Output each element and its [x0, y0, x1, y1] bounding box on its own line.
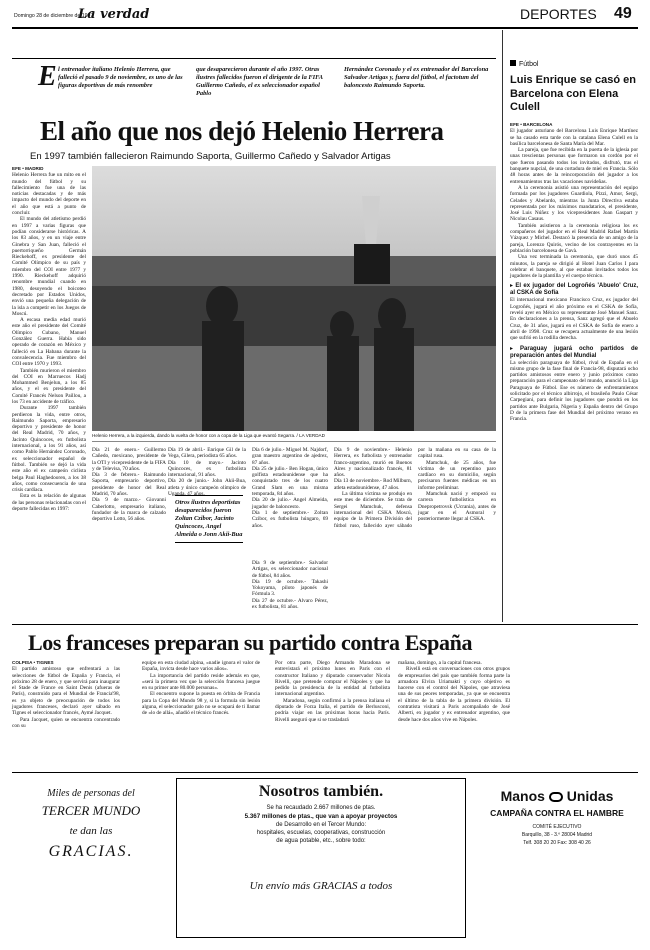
ad-right-sub: COMITÉ EJECUTIVO — [532, 824, 582, 830]
sidebar-item3-title-text: Paraguay jugará ocho partidos de preparación antes del Mundial — [510, 345, 638, 359]
sidebar-item2-text: El internacional mexicano Francisco Cruz, ex jugador del Logroñés, jugará el año próximo en el CSKA de Sofía, reveló ayer en México su representante José Manuel Sanz. En declaraciones a la prensa, Sanz agregó que el Abuelo Cruz, de 31 años, jugará en el CSKA de Sofía de enero a abril de 1998. Cruz se recupera actualmente de una lesión que sufrió en la rodilla derecha. — [510, 297, 638, 342]
second-col3-p1: Por otra parte, Diego Armando Maradona se entrevistará el próximo lunes en París con el constructor Italiano y diputado conservador Nicola Rivelli, que pretende comprar el Nápoles y que ha pedido la presidencia de la entidad al futbolista internacional argentino. — [275, 660, 390, 698]
list-col-b — [252, 447, 328, 529]
second-col4-p1: mañana, domingo, a la capital francesa. — [398, 660, 482, 666]
list-item: Día 10 de mayo.- Jacinto Quincoces, ex futbolista internacional, 91 años. — [168, 459, 246, 479]
main-dateline: EFE • MADRID — [12, 166, 44, 171]
main-col1-p4: También murieron el miembro del COI en Marruecos Hadj Mohammed Benjelun, a los 85 años, y el ex presidente del Comité Francés Nelson Paillou, a los 73 en accidente de tráfico. — [12, 367, 86, 405]
header-date: Domingo 28 de diciembre de 1997 — [14, 13, 94, 19]
sidebar-p3: A la ceremonia asistió una representación del equipo formada por los jugadores Guardiola, Pizzi, Amor, Sergi, Celades y Abelardo, mientras la Junta Directiva estaba representada por los máximos mandatarios, el presidente, José Luis Núñez y los vicepresidentes Joan Gaspart y Nicolau Casaus. — [510, 184, 638, 223]
list-item: Día 20 de julio.- Angel Almeida, jugador de baloncesto. — [252, 497, 328, 510]
intro-col1: l entrenador italiano Helenio Herrera, que falleció el pasado 9 de noviembre, es uno de las figuras deportivas de más renombre — [58, 66, 183, 89]
top-rule-thick — [12, 58, 496, 59]
sidebar-item2-title — [510, 283, 638, 297]
ad-left — [16, 778, 166, 938]
second-col4 — [398, 660, 510, 723]
list-col-a2 — [168, 447, 246, 497]
ad-center-line1: Se ha recaudado 2.667 millones de ptas. — [266, 805, 376, 811]
sidebar-item2-title-text: El ex jugador del Logroñés 'Abuelo' Cruz, al CSKA de Sofía — [510, 283, 638, 297]
triangle-bullet-icon: ▸ — [510, 345, 521, 352]
list-item: Día 13 de noviembre.- Rod Milburn, atleta estadounidense, 47 años. — [334, 478, 412, 491]
photo-illustration — [92, 166, 496, 431]
list-item: Mamchuk nació y empezó su carrera futbolística en Dnepropetrovsk (Ucrania), antes de jugar en el Asmoral y posteriormente llegar al CSKA. — [418, 491, 496, 523]
main-subhead: En 1997 también fallecieron Raimundo Saporta, Guillermo Cañedo y Salvador Artigas — [30, 151, 391, 162]
sidebar-section — [510, 60, 538, 68]
sidebar-p2: La pareja, que fue recibida en la puerta de la iglesia por unas trescientas personas que formaron un cordón por el que fueron pasando todos los invitados, disfrutó, tras el banquete nupcial, de una cortadura de miel en Francia. Sólo 48 horas antes de la reincorporación del jugador a los entrenamientos tras las vacaciones navideñas. — [510, 147, 638, 185]
list-col-c — [334, 447, 496, 529]
brand-logo: La verdad — [78, 7, 150, 22]
triangle-bullet-icon: ▸ — [510, 283, 516, 290]
second-col2-p1: equipo en esta ciudad alpina, «nadie ignora el valor de España, invicta desde hace varios años». — [142, 660, 260, 673]
second-headline: Los franceses preparan su partido contra España — [28, 630, 473, 655]
ad-rule — [12, 772, 638, 773]
second-col3-p2: Maradona, según confirmó a la prensa italiana el diputado de Forza Italia, el partido de Berlusconi, podría viajar en las próximas horas hacia París. Rivelli aseguró que si se trasladará — [275, 697, 390, 723]
second-col1-p1: El partido amistoso que enfrentará a las selecciones de fútbol de España y Francia, el próximo 28 de enero, y que servirá para inaugurar el Stade de France en Saint Denis (afueras de París), construido para el Mundial de Francia'98, es ya objeto de preocupación de todos los jugadores franceses, declaró ayer sábado en Tignes el seleccionador francés, Aymé Jacquet. — [12, 666, 120, 717]
ad-center-line3: de Desarrollo en el Tercer Mundo: — [275, 822, 367, 828]
sidebar-item3-text: La selección paraguaya de fútbol, rival de España en el mismo grupo de la fase final de Francia-98, disputará ocho partidos amistosos entre enero y junio próximos como preparación para el campeonato del mundo, anunció la Liga Paraguaya de Fútbol. Ese es número de enfrentamientos solicitado por el técnico albirrojo, el brasileño Paulo César Carpegiani, para definir los jugadores que pondrá en los partidos ante Bulgaria, Nigeria y España dentro del Grupo D de la primera fase del Mundial del próximo verano en Francia. — [510, 359, 638, 423]
main-col1-p3: A escasa media edad murió este año el presidente del Comité Olímpico Cubano, Manuel González Guerra. Había sido operado de corazón en México y falleció en La Habana durante la convalecencia. Fue miembro del COI entre 1970 y 1993. — [12, 317, 86, 368]
ad-right-slogan: CAMPAÑA CONTRA EL HAMBRE — [490, 808, 624, 818]
ad-center — [176, 778, 466, 938]
sidebar-section-label: Fútbol — [519, 61, 539, 68]
main-col1-p6: Esta es la relación de algunas de las personas relacionadas con el deporte fallecidas en 1997: — [12, 493, 86, 513]
list-item: Día 9 de septiembre.- Salvador Artigas, ex seleccionador nacional de fútbol, 84 años. — [252, 560, 328, 579]
list-item: Día 19 de abril.- Enrique Gil de la Vega, Gilera, periodista 65 años. — [168, 447, 246, 460]
sidebar-headline: Luis Enrique se casó en Barcelona con Elena Culell — [510, 74, 636, 113]
list-item: Día 1 de septiembre.- Zoltan Czibor, ex futbolista húngaro, 69 años. — [252, 509, 328, 529]
ad-left-line4: GRACIAS. — [48, 843, 134, 860]
second-story-rule — [12, 624, 638, 625]
sidebar-dateline: EFE • BARCELONA — [510, 122, 553, 127]
ad-right-brand2: Unidas — [566, 788, 614, 804]
section-title: DEPORTES — [520, 6, 597, 22]
ad-center-footer: Un envío más GRACIAS a todos — [249, 880, 393, 892]
intro-dropcap: E — [38, 61, 57, 92]
ad-right — [476, 778, 638, 938]
second-col2-p3: El encuentro supone la puesta en órbita de Francia para la Copa del Mundo 98 y, si la formula sin lesión alguna, el seleccionador galo no se ocupará de ti llamar de «lo de allá», añadió el técnico francés. — [142, 691, 260, 717]
list-item: Día 3 de febrero.- Raimundo Saporta, empresario deportivo, presidente de honor del Real Madrid, 70 años. — [92, 472, 166, 498]
sidebar-item3-title — [510, 346, 638, 360]
intro-col2: que desaparecieron durante el año 1997. Otras ilustres fallecidos fueron el dirigente de la FIFA Guillermo Cañedo, el ex seleccionador español Pablo — [196, 66, 323, 97]
caption-rule — [92, 441, 496, 442]
list-item: Día 9 de noviembre.- Helenio Herrera, ex futbolista y entrenador franco-argentino, murió en Buenos Aires y nacionalizado francés, 81 años. — [334, 447, 412, 479]
photo-caption: Helenio Herrera, a la izquierda, dando la vuelta de honor con a copa de la Liga que evantó Segarra. / LA VERDAD — [92, 433, 325, 438]
list-item: Día 9 de marzo.- Giovanni Caberlotto, empresario italiano, fundador de la marca de calzado deportivo Lotto, 56 años. — [92, 497, 166, 523]
ad-center-line2: 5.367 millones de ptas., que van a apoyar proyectos — [244, 813, 398, 820]
ad-right-phones: Telf. 308 20 20 Fax: 308 40 26 — [523, 840, 591, 846]
sidebar-body — [510, 122, 638, 422]
list-item: Día 27 de octubre.- Alvaro Pérez, ex futbolista, 81 años. — [252, 597, 328, 611]
ad-left-line3: te dan las — [69, 825, 113, 837]
second-col1-p2: Para Jacquet, quien se encuentra concentrado con su — [12, 716, 120, 729]
ad-left-line1: Miles de personas del — [47, 788, 135, 799]
second-col2-p2: La importancia del partido reside además en que, «será la primera vez que la selección francesa juegue en su primer ante 80.000 personas». — [142, 672, 260, 692]
second-col2 — [142, 660, 260, 717]
second-col3 — [275, 660, 390, 723]
second-col1 — [12, 660, 120, 729]
page-number: 49 — [614, 5, 632, 22]
ad-right-address: Barquillo, 38 - 3.º 28004 Madrid — [521, 832, 593, 838]
list-item: Mamchuk, de 25 años, fue víctima de un repentino paro cardíaco en su domicilio, según precisaron fuentes médicas en un informe preliminar. — [418, 459, 496, 491]
list-item: Día 20 de junio.- John Akii-Bua, atleta y único campeón olímpico de Uganda, 47 años. — [168, 478, 246, 498]
ad-center-title: Nosotros también. — [258, 783, 384, 800]
main-headline: El año que nos dejó Helenio Herrera — [40, 116, 444, 146]
main-col1-p2: El mundo del atletismo perdió en 1997 a varias figuras que podían considerarse históricas. A los 83 años, y en un viaje entre Ginebra y San Juan, falleció el puertorriqueño Germán Rieckehoff, ex presidente del Comité Olímpico de su país y miembro del COI entre 1977 y 1990. Rieckehoff adquirió renombre mundial cuando en 1980, desoyendo el boicoteo decretado por Estados Unidos, envió una pequeña delegación de la isla a competir en los Juegos de Moscú. — [12, 216, 86, 317]
list-item: Día 6 de julio.- Miguel M. Najdorf, gran maestro argentino de ajedrez, 87 años. — [252, 447, 328, 466]
main-col1 — [12, 166, 86, 512]
sidebar-p5: Una vez terminada la ceremonia, que duró unos 45 minutos, la pareja se dirigió al Hotel Juan Carlos I para celebrar el banquete, al que estaban invitados todos los jugadores de la plantilla y el cuerpo técnico. — [510, 254, 638, 280]
list-item: La última víctima se produjo en este mes de diciembre. Se trata de Sergei Mamchuk, defensa internacional del CSKA Moscú, equipo de la Primera División del fútbol ruso, fallecido ayer sábado por la mañana en su casa de la capital rusa. — [334, 447, 496, 529]
list-item: Día 25 de julio.- Ben Hogan, único golfista estadounidense que ha conquistado tres de los cuatro Grand Slam en una misma temporada, 84 años. — [252, 465, 328, 498]
ad-center-line4: hospitales, escuelas, cooperativas, construcción — [256, 830, 386, 836]
sidebar-p4: También asistieron a la ceremonia religiosa los ex compañeros del jugador en el Real Madrid Rafael Martín Vázquez y Michel. Destacó la presencia de un amigo de la pareja, Lorenzo Quirós, vecino de los contrayentes en la población barcelonesa de Gavà. — [510, 222, 638, 254]
hands-logo-icon — [549, 792, 563, 802]
pullquote-box: Otros ilustres deportistas desaparecidos fueron Zoltan Czibor, Jacinto Quincoces, Angel Almeida o Jonn Akii-Bua — [175, 495, 243, 543]
ad-right-brand — [476, 788, 638, 804]
second-col4-p2: Rivelli está en conversaciones con otros grupos de empresarios del país que también forma parte la armadora Elvira Uriamakti y cuyo objetivo es hacerse con el control del Nápoles, que atraviesa una de sus peores temporadas, ya que se encuentra el último de la tabla de la primera división. El contratista visitará a Paris acompañado de José Alberti, ex jugador y ex entrenador argentino, que desde hace dos años vive en Nápoles. — [398, 666, 510, 723]
list-item: Día 19 de octubre.- Takashi Yokoyama, piloto japonés de Fórmula 3. — [252, 578, 328, 598]
main-col1-p1: Helenio Herrera fue un mito en el mundo del fútbol y su fallecimiento fue una de las noticias destacadas y de más impacto del mundo del deporte en el año que está a punto de concluir. — [12, 172, 86, 217]
sidebar-divider — [502, 30, 503, 622]
ad-left-line2: TERCER MUNDO — [41, 803, 141, 818]
header-rule — [12, 27, 638, 29]
main-photo — [92, 166, 496, 431]
second-dateline: COLPISA • TIGNES — [12, 660, 54, 665]
sidebar-p1: El jugador asturiano del Barcelona Luis Enrique Martínez se ha casado esta tarde con la catalana Elena Culell en la basílica barcelonesa de Santa María del Mar. — [510, 128, 638, 147]
ad-center-line5: de agua potable, etc., sobre todo: — [276, 838, 366, 844]
list-col-a — [92, 447, 166, 523]
ad-right-brand1: Manos — [500, 788, 545, 804]
intro-col3: Hernández Coronado y el ex entrenador del Barcelona Salvador Artigas y, fuera del fútbol, el factotum del baloncesto Raimundo Saporta. — [344, 66, 489, 89]
main-col1-p5: Durante 1997 también perdieron la vida, entre otros, Raimundo Saporta, empresario deportivo y presidente de honor del Real Madrid, 70 años, y Jacinto Quincoces, ex futbolista internacional, a los 91 años, así como Pablo Hernández Coronado, ex seleccionador español de fútbol. También se dejó la vida este año el ex campeón ciclista belga Paul Haghedooren, a los 38 años, como consecuencia de una crisis cardíaca. — [12, 405, 86, 494]
list-col-b2 — [252, 560, 328, 610]
list-item: Día 21 de enero.- Guillermo Cañedo, mexicano, presidente de la OTI y vicepresidente de la FIFA y de Televisa, 70 años. — [92, 447, 166, 472]
square-bullet-icon — [510, 60, 516, 66]
